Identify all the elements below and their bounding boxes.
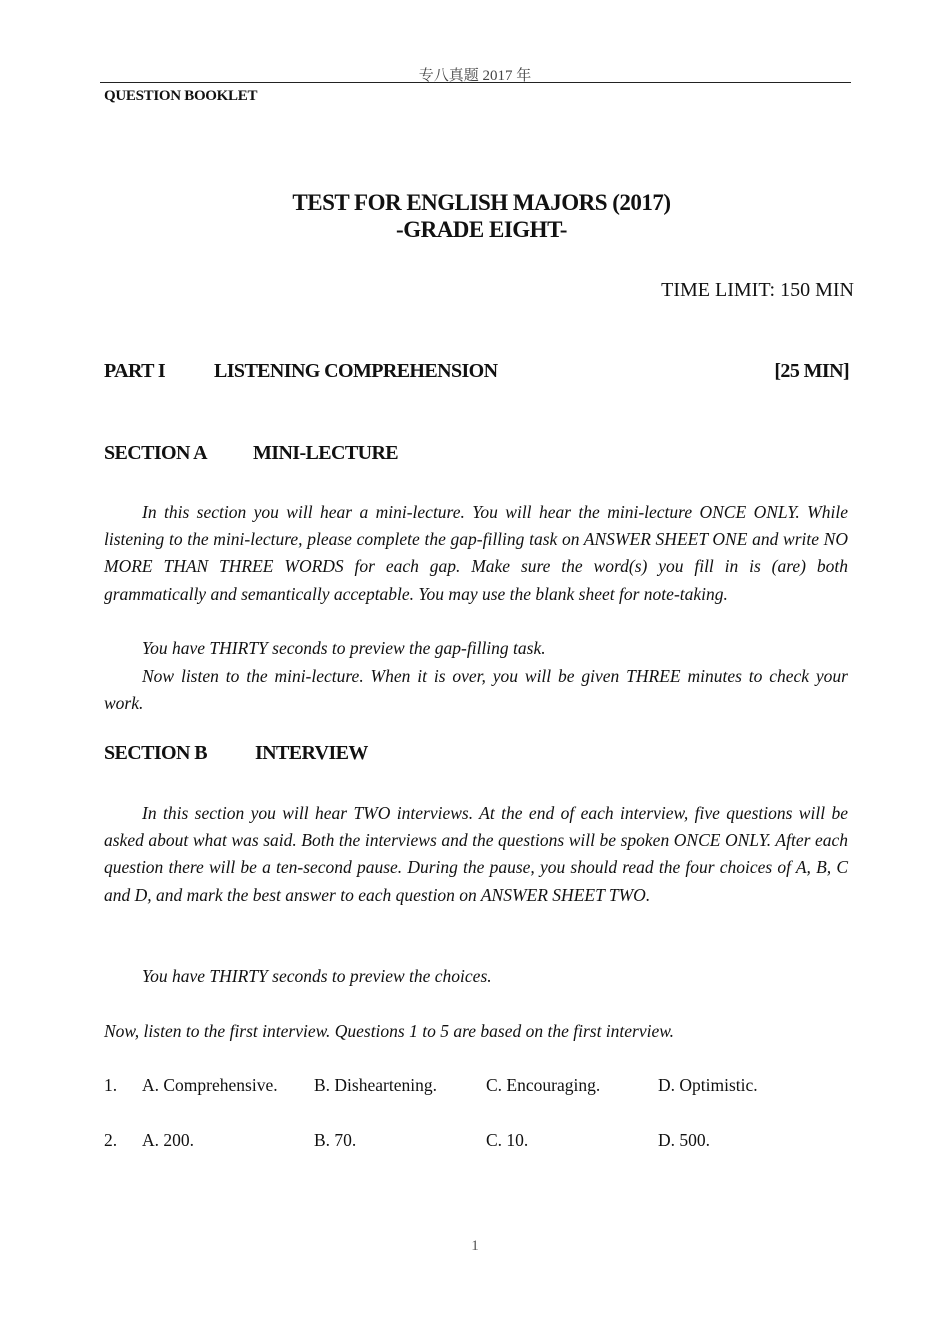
sectionA-instructions xyxy=(104,499,848,608)
sectionA-para1: In this section you will hear a mini-lecture. You will hear the mini-lecture ONCE ONLY. While listening to the mini-lecture, please complete the gap-filling task on ANSWER SHEET ONE and write NO MORE THAN THREE WORDS for each gap. Make sure the word(s) you fill in is (are) both grammatically and semantically acceptable. You may use the blank sheet for note-taking. xyxy=(104,502,848,604)
sectionB-title: INTERVIEW xyxy=(255,742,368,764)
sectionB-preview-note xyxy=(104,963,848,990)
test-subtitle: -GRADE EIGHT- xyxy=(396,217,567,242)
header-rule xyxy=(100,82,851,83)
sectionB-instructions xyxy=(104,800,848,909)
page-header: 专八真题 2017 年 xyxy=(418,68,532,84)
test-title: TEST FOR ENGLISH MAJORS (2017) xyxy=(292,190,671,215)
sectionA-preview-note xyxy=(104,635,848,662)
sectionA-label: SECTION A xyxy=(104,442,207,464)
sectionB-label: SECTION B xyxy=(104,742,207,764)
question-number: 2. xyxy=(104,1130,118,1150)
choice-b: B. 70. xyxy=(314,1130,357,1150)
sectionA-para3: Now listen to the mini-lecture. When it is over, you will be given THREE minutes to check your work. xyxy=(104,666,848,714)
sectionB-first-interview-note: Now, listen to the first interview. Questions 1 to 5 are based on the first interview. xyxy=(104,1021,675,1041)
sectionA-title: MINI-LECTURE xyxy=(253,442,399,464)
choice-d: D. Optimistic. xyxy=(658,1075,758,1095)
choice-d: D. 500. xyxy=(658,1130,711,1150)
part1-title: LISTENING COMPREHENSION xyxy=(214,360,498,382)
sectionB-para1: In this section you will hear TWO interviews. At the end of each interview, five questions will be asked about what was said. Both the interviews and the questions will be spoken ONCE ONLY. After each question there will be a ten-second pause. During the pause, you should read the four choices of A, B, C and D, and mark the best answer to each question on ANSWER SHEET TWO. xyxy=(104,803,848,905)
choice-c: C. 10. xyxy=(486,1130,529,1150)
sectionA-para2: You have THIRTY seconds to preview the gap-filling task. xyxy=(142,638,546,658)
choice-b: B. Disheartening. xyxy=(314,1075,437,1095)
choice-c: C. Encouraging. xyxy=(486,1075,601,1095)
part1-duration: [25 MIN] xyxy=(774,360,849,382)
sectionB-para2: You have THIRTY seconds to preview the choices. xyxy=(142,966,492,986)
choice-a: A. Comprehensive. xyxy=(142,1075,278,1095)
time-limit: TIME LIMIT: 150 MIN xyxy=(661,279,854,301)
part1-label: PART I xyxy=(104,360,166,382)
choice-a: A. 200. xyxy=(142,1130,195,1150)
page-number: 1 xyxy=(471,1238,479,1254)
question-number: 1. xyxy=(104,1075,118,1095)
booklet-label: QUESTION BOOKLET xyxy=(104,88,258,104)
sectionA-listen-note xyxy=(104,663,848,717)
